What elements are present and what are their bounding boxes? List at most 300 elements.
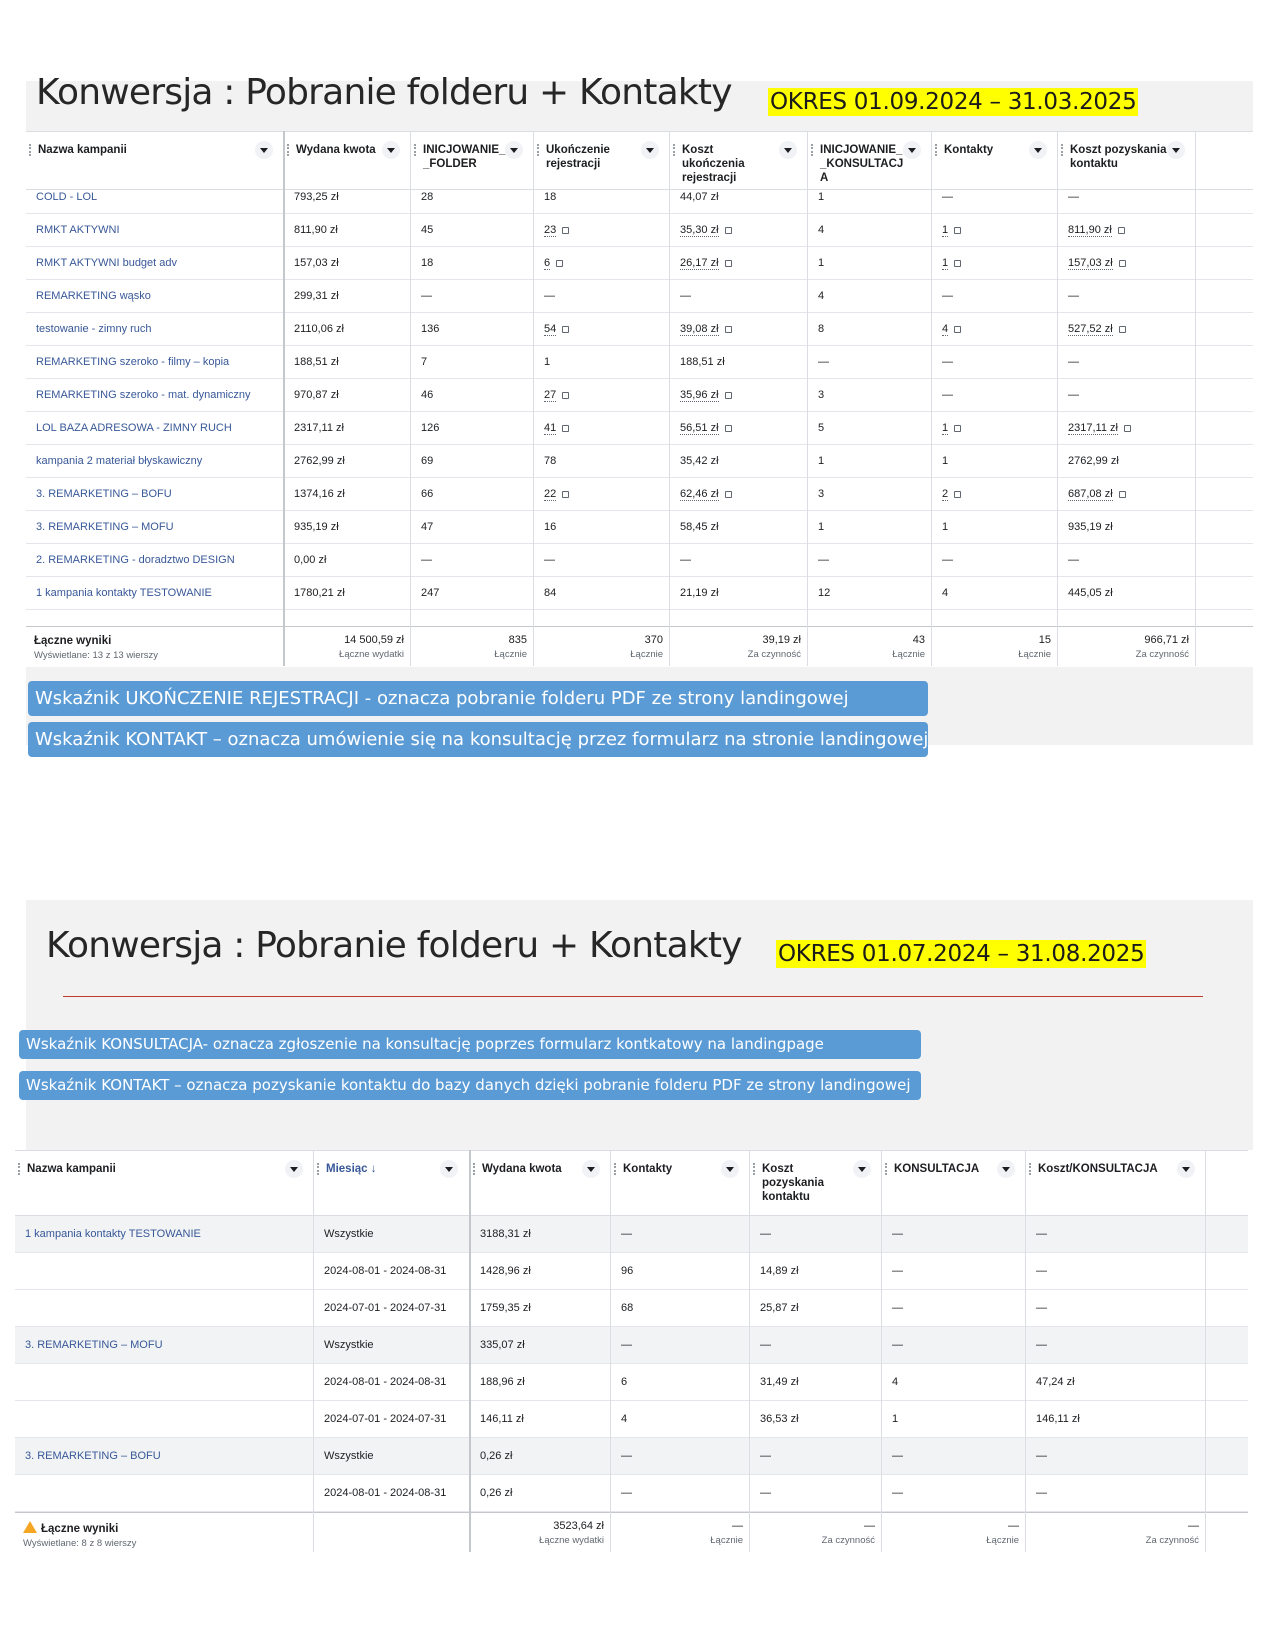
table-cell — [932, 577, 1057, 610]
total-value: 43 — [912, 634, 925, 646]
cell-value: — — [621, 1450, 632, 1462]
cell-value: — — [1036, 1265, 1047, 1277]
table-cell — [611, 1401, 749, 1438]
table-cell — [284, 181, 410, 214]
total-value: 15 — [1038, 634, 1051, 646]
cell-value: 35,96 zł — [680, 389, 719, 401]
attribution-info-icon[interactable] — [954, 227, 961, 234]
cell-value: 23 — [544, 224, 557, 236]
drag-handle-icon[interactable] — [1029, 1163, 1031, 1175]
cell-value: — — [621, 1339, 632, 1351]
cell-value: — — [760, 1228, 771, 1240]
cell-value: Wszystkie — [324, 1339, 374, 1351]
attribution-info-icon[interactable] — [954, 326, 961, 333]
table-cell — [670, 181, 807, 214]
table-cell — [1058, 214, 1195, 247]
column-divider[interactable] — [533, 131, 534, 666]
column-divider — [1195, 131, 1196, 666]
total-cell — [534, 627, 669, 660]
attribution-info-icon[interactable] — [562, 392, 569, 399]
table-row — [26, 412, 1253, 445]
table-row — [26, 379, 1253, 412]
table-cell — [470, 1253, 610, 1290]
table-cell — [808, 346, 931, 379]
table-cell — [882, 1475, 1025, 1512]
cell-value: 3 — [818, 389, 825, 401]
drag-handle-icon[interactable] — [1061, 144, 1063, 156]
table-cell — [670, 511, 807, 544]
campaign-name-link[interactable] — [15, 1216, 313, 1253]
cell-value: 1374,16 zł — [294, 488, 345, 500]
cell-value: 16 — [544, 521, 557, 533]
campaign-name-link[interactable] — [26, 511, 283, 544]
cell-value: 3. REMARKETING – BOFU — [25, 1450, 161, 1462]
table-row — [15, 1327, 1248, 1364]
table-cell — [932, 511, 1057, 544]
column-header-0[interactable] — [15, 1151, 313, 1217]
cell-value: 1 — [818, 191, 825, 203]
attribution-info-icon[interactable] — [556, 260, 563, 267]
table-row — [26, 214, 1253, 247]
sort-dropdown-icon[interactable] — [582, 1160, 600, 1178]
campaign-name-link[interactable] — [15, 1438, 313, 1475]
sort-dropdown-icon[interactable] — [641, 141, 659, 159]
table-cell — [411, 577, 533, 610]
cell-value: 62,46 zł — [680, 488, 719, 500]
table-cell — [882, 1290, 1025, 1327]
attribution-info-icon[interactable] — [562, 491, 569, 498]
cell-value: 6 — [621, 1376, 628, 1388]
total-caption: Za czynność — [1145, 1535, 1199, 1546]
table-row — [26, 478, 1253, 511]
cell-value: 46 — [421, 389, 434, 401]
column-divider[interactable] — [313, 1150, 314, 1552]
column-divider[interactable] — [1025, 1150, 1026, 1552]
cell-value: 335,07 zł — [480, 1339, 525, 1351]
attribution-info-icon[interactable] — [1119, 326, 1126, 333]
campaign-name-link[interactable] — [26, 280, 283, 313]
cell-value: 4 — [818, 290, 825, 302]
table-cell — [932, 544, 1057, 577]
drag-handle-icon[interactable] — [414, 144, 416, 156]
cell-value: — — [892, 1487, 903, 1499]
cell-value: 6 — [544, 257, 551, 269]
column-header-2[interactable] — [470, 1151, 610, 1217]
column-divider[interactable] — [610, 1150, 611, 1552]
cell-value: — — [892, 1265, 903, 1277]
table-cell — [534, 478, 669, 511]
table-cell — [284, 577, 410, 610]
table-row — [15, 1364, 1248, 1401]
attribution-info-icon[interactable] — [562, 227, 569, 234]
table-cell — [932, 214, 1057, 247]
campaign-name-link[interactable] — [15, 1327, 313, 1364]
cell-value: testowanie - zimny ruch — [36, 323, 152, 335]
total-caption: Łączne wydatki — [339, 649, 404, 660]
cell-value: — — [621, 1487, 632, 1499]
sort-dropdown-icon[interactable] — [903, 141, 921, 159]
campaign-name-link[interactable] — [26, 346, 283, 379]
column-header-label: Koszt pozyskania kontaktu — [1070, 144, 1167, 170]
cell-value: 2024-08-01 - 2024-08-31 — [324, 1487, 447, 1499]
total-cell — [284, 627, 410, 660]
table-row — [26, 181, 1253, 214]
page-title: Konwersja : Pobranie folderu + Kontakty — [36, 72, 732, 113]
column-header-3[interactable] — [611, 1151, 749, 1217]
campaign-name-link[interactable] — [26, 478, 283, 511]
table-row — [26, 445, 1253, 478]
table-cell — [284, 280, 410, 313]
table-cell — [1026, 1290, 1205, 1327]
cell-value: 970,87 zł — [294, 389, 339, 401]
sort-dropdown-icon[interactable] — [382, 141, 400, 159]
campaign-name-link[interactable] — [26, 544, 283, 577]
info-box-contact-2: Wskaźnik KONTAKT – oznacza pozyskanie kontaktu do bazy danych dzięki pobranie folderu PDF ze strony landingowej — [19, 1071, 921, 1100]
drag-handle-icon[interactable] — [537, 144, 539, 156]
drag-handle-icon[interactable] — [614, 1163, 616, 1175]
table-cell — [1058, 346, 1195, 379]
column-header-label: INICJOWANIE_ _KONSULTACJ A — [820, 144, 904, 184]
column-header-label: Wydana kwota — [296, 144, 376, 156]
table-cell — [1058, 280, 1195, 313]
table-cell — [808, 214, 931, 247]
total-value: — — [1188, 1520, 1199, 1532]
table-cell — [750, 1438, 881, 1475]
column-header-label: Nazwa kampanii — [27, 1163, 116, 1175]
cell-value: 0,26 zł — [480, 1487, 513, 1499]
table-row — [15, 1290, 1248, 1327]
cell-value: REMARKETING szeroko - mat. dynamiczny — [36, 389, 251, 401]
drag-handle-icon[interactable] — [473, 1163, 475, 1175]
table-cell — [470, 1364, 610, 1401]
table-cell — [670, 544, 807, 577]
total-value: 39,19 zł — [762, 634, 801, 646]
column-header-4[interactable] — [750, 1151, 881, 1217]
sort-dropdown-icon[interactable] — [285, 1160, 303, 1178]
table-cell — [882, 1438, 1025, 1475]
table-cell — [670, 478, 807, 511]
table-cell — [750, 1290, 881, 1327]
sort-dropdown-icon[interactable] — [853, 1160, 871, 1178]
total-value: 370 — [644, 634, 663, 646]
cell-value: 1 — [942, 224, 949, 236]
totals-title-text: Łączne wyniki — [34, 635, 112, 647]
cell-value: 1 — [942, 455, 949, 467]
column-divider[interactable] — [749, 1150, 750, 1552]
attribution-info-icon[interactable] — [725, 227, 732, 234]
sort-dropdown-icon[interactable] — [1177, 1160, 1195, 1178]
drag-handle-icon[interactable] — [317, 1163, 319, 1175]
attribution-info-icon[interactable] — [954, 425, 961, 432]
totals-label — [23, 1521, 136, 1549]
column-header-label: Wydana kwota — [482, 1163, 562, 1175]
cell-value: 78 — [544, 455, 557, 467]
table-cell — [932, 280, 1057, 313]
column-header-1[interactable] — [314, 1151, 468, 1217]
attribution-info-icon[interactable] — [1119, 260, 1126, 267]
cell-value: — — [544, 554, 555, 566]
cell-value: 687,08 zł — [1068, 488, 1113, 500]
sort-dropdown-icon[interactable] — [440, 1160, 458, 1178]
campaign-name-link[interactable] — [26, 577, 283, 610]
table-row — [15, 1253, 1248, 1290]
cell-value: LOL BAZA ADRESOWA - ZIMNY RUCH — [36, 422, 232, 434]
cell-value: 4 — [818, 224, 825, 236]
table-cell — [670, 280, 807, 313]
cell-value: 188,51 zł — [294, 356, 339, 368]
cell-value: 58,45 zł — [680, 521, 719, 533]
table-cell — [1058, 544, 1195, 577]
cell-value: 188,96 zł — [480, 1376, 525, 1388]
table-cell — [1058, 577, 1195, 610]
total-cell — [808, 627, 931, 660]
attribution-info-icon[interactable] — [954, 491, 961, 498]
cell-value: 2024-07-01 - 2024-07-31 — [324, 1302, 447, 1314]
cell-value: 3. REMARKETING – MOFU — [25, 1339, 163, 1351]
sort-dropdown-icon[interactable] — [779, 141, 797, 159]
table-cell — [1026, 1327, 1205, 1364]
table-cell — [1058, 478, 1195, 511]
drag-handle-icon[interactable] — [673, 144, 675, 156]
drag-handle-icon[interactable] — [935, 144, 937, 156]
cell-value: 3 — [818, 488, 825, 500]
cell-value: 47 — [421, 521, 434, 533]
campaign-name-link[interactable] — [26, 412, 283, 445]
table-cell — [284, 511, 410, 544]
total-value: — — [1008, 1520, 1019, 1532]
sort-dropdown-icon[interactable] — [1167, 141, 1185, 159]
cell-value: 8 — [818, 323, 825, 335]
cell-value: 2762,99 zł — [294, 455, 345, 467]
period-label: OKRES 01.09.2024 – 31.03.2025 — [770, 89, 1137, 115]
sort-dropdown-icon[interactable] — [255, 141, 273, 159]
table-cell — [411, 445, 533, 478]
table-cell — [882, 1364, 1025, 1401]
cell-value: 146,11 zł — [480, 1413, 524, 1425]
cell-value: 2 — [942, 488, 949, 500]
table-cell — [314, 1438, 468, 1475]
column-header-label: INICJOWANIE_ _FOLDER — [423, 144, 506, 170]
table-cell — [411, 214, 533, 247]
table-cell — [284, 247, 410, 280]
table-cell — [411, 247, 533, 280]
column-divider[interactable] — [881, 1150, 882, 1552]
cell-value: 1 — [942, 257, 949, 269]
table-row — [15, 1475, 1248, 1512]
sort-dropdown-icon[interactable] — [997, 1160, 1015, 1178]
total-caption: Łącznie — [1018, 649, 1051, 660]
table-cell — [411, 181, 533, 214]
table-cell — [470, 1438, 610, 1475]
cell-value: 35,42 zł — [680, 455, 719, 467]
cell-value: — — [1036, 1228, 1047, 1240]
column-divider[interactable] — [410, 131, 411, 666]
column-divider[interactable] — [283, 131, 285, 666]
table-cell — [534, 214, 669, 247]
total-caption: Za czynność — [1135, 649, 1189, 660]
campaign-name-link[interactable] — [26, 214, 283, 247]
cell-value: 157,03 zł — [294, 257, 339, 269]
cell-value: 12 — [818, 587, 831, 599]
campaign-name-link[interactable] — [26, 379, 283, 412]
cell-value: — — [1068, 389, 1079, 401]
table-cell — [284, 445, 410, 478]
cell-value: 188,51 zł — [680, 356, 725, 368]
column-header-label: Kontakty — [623, 1163, 673, 1175]
attribution-info-icon[interactable] — [725, 260, 732, 267]
table-cell — [1026, 1401, 1205, 1438]
cell-value: 527,52 zł — [1068, 323, 1113, 335]
cell-value: 2762,99 zł — [1068, 455, 1119, 467]
cell-value: 1 — [818, 521, 825, 533]
drag-handle-icon[interactable] — [29, 144, 31, 156]
campaign-name-link[interactable] — [26, 445, 283, 478]
drag-handle-icon[interactable] — [885, 1163, 887, 1175]
sort-dropdown-icon[interactable] — [721, 1160, 739, 1178]
total-caption: Łącznie — [986, 1535, 1019, 1546]
attribution-info-icon[interactable] — [562, 326, 569, 333]
table-cell — [808, 412, 931, 445]
table-row — [26, 247, 1253, 280]
attribution-info-icon[interactable] — [725, 425, 732, 432]
attribution-info-icon[interactable] — [725, 491, 732, 498]
cell-value: COLD - LOL — [36, 191, 98, 203]
campaign-name-link[interactable] — [26, 181, 283, 214]
total-value: 14 500,59 zł — [344, 634, 404, 646]
table-cell — [932, 478, 1057, 511]
table-cell — [411, 346, 533, 379]
cell-value: 2024-07-01 - 2024-07-31 — [324, 1413, 447, 1425]
cell-value: 25,87 zł — [760, 1302, 799, 1314]
column-header-5[interactable] — [882, 1151, 1025, 1217]
table-cell — [750, 1253, 881, 1290]
table-cell — [808, 577, 931, 610]
total-cell — [411, 627, 533, 660]
table-cell — [670, 445, 807, 478]
attribution-info-icon[interactable] — [562, 425, 569, 432]
cell-value: 1 — [892, 1413, 899, 1425]
table-cell — [808, 511, 931, 544]
table-cell — [534, 313, 669, 346]
table-cell — [1058, 313, 1195, 346]
table-cell — [808, 445, 931, 478]
cell-value: 247 — [421, 587, 440, 599]
total-caption: Łącznie — [710, 1535, 743, 1546]
column-divider — [1205, 1150, 1206, 1552]
table-cell — [882, 1216, 1025, 1253]
totals-row — [26, 626, 1253, 666]
campaign-name-link[interactable] — [26, 247, 283, 280]
column-header-6[interactable] — [1026, 1151, 1205, 1217]
cell-value: 41 — [544, 422, 557, 434]
drag-handle-icon[interactable] — [811, 144, 813, 156]
cell-value: 5 — [818, 422, 825, 434]
column-header-label: Nazwa kampanii — [38, 144, 127, 156]
table-row — [15, 1438, 1248, 1475]
cell-value: 56,51 zł — [680, 422, 719, 434]
table-cell — [611, 1290, 749, 1327]
table-cell — [534, 412, 669, 445]
total-value: 966,71 zł — [1144, 634, 1189, 646]
cell-value: kampania 2 materiał błyskawiczny — [36, 455, 203, 467]
table-cell — [670, 412, 807, 445]
total-value: 835 — [508, 634, 527, 646]
cell-value: 3. REMARKETING – MOFU — [36, 521, 174, 533]
cell-value: — — [421, 290, 432, 302]
sort-dropdown-icon[interactable] — [1029, 141, 1047, 159]
table-row — [26, 346, 1253, 379]
cell-value: 27 — [544, 389, 557, 401]
table-cell — [284, 214, 410, 247]
attribution-info-icon[interactable] — [725, 392, 732, 399]
attribution-info-icon[interactable] — [954, 260, 961, 267]
cell-value: — — [680, 554, 691, 566]
cell-value: 3188,31 zł — [480, 1228, 531, 1240]
column-divider[interactable] — [931, 131, 932, 666]
column-divider[interactable] — [807, 131, 808, 666]
table-cell — [932, 379, 1057, 412]
divider-line — [63, 996, 1203, 997]
drag-handle-icon[interactable] — [753, 1163, 755, 1175]
cell-value: 2024-08-01 - 2024-08-31 — [324, 1376, 447, 1388]
attribution-info-icon[interactable] — [725, 326, 732, 333]
table-cell — [882, 1253, 1025, 1290]
total-cell — [611, 1513, 749, 1546]
cell-value: — — [760, 1487, 771, 1499]
column-divider[interactable] — [669, 131, 670, 666]
table-cell — [808, 280, 931, 313]
campaign-name-link[interactable] — [26, 313, 283, 346]
cell-value: REMARKETING wąsko — [36, 290, 151, 302]
warning-icon — [23, 1521, 37, 1533]
cell-value: 26,17 zł — [680, 257, 719, 269]
sort-dropdown-icon[interactable] — [505, 141, 523, 159]
table-cell — [284, 379, 410, 412]
column-header-label: KONSULTACJA — [894, 1163, 980, 1175]
table-cell — [750, 1475, 881, 1512]
drag-handle-icon[interactable] — [18, 1163, 20, 1175]
column-divider[interactable] — [469, 1150, 471, 1552]
cell-value: — — [942, 554, 953, 566]
table-row — [26, 280, 1253, 313]
totals-label — [34, 635, 158, 661]
table-cell — [284, 313, 410, 346]
info-box-consultation: Wskaźnik KONSULTACJA- oznacza zgłoszenie na konsultację poprzes formularz kontkatowy na landingpage — [19, 1030, 921, 1059]
attribution-info-icon[interactable] — [1124, 425, 1131, 432]
table-cell — [1058, 247, 1195, 280]
table-cell — [411, 313, 533, 346]
table-cell — [670, 346, 807, 379]
attribution-info-icon[interactable] — [1118, 227, 1125, 234]
drag-handle-icon[interactable] — [287, 144, 289, 156]
column-divider[interactable] — [1057, 131, 1058, 666]
total-caption: Łącznie — [630, 649, 663, 660]
cell-value: 0,26 zł — [480, 1450, 513, 1462]
table-cell — [314, 1401, 468, 1438]
attribution-info-icon[interactable] — [1119, 491, 1126, 498]
table-cell — [611, 1327, 749, 1364]
cell-value: 793,25 zł — [294, 191, 339, 203]
cell-value: 1 kampania kontakty TESTOWANIE — [25, 1228, 201, 1240]
table-cell — [1026, 1216, 1205, 1253]
table-cell — [534, 445, 669, 478]
table-header-2 — [15, 1150, 1248, 1216]
cell-value: 45 — [421, 224, 434, 236]
table-cell — [1058, 445, 1195, 478]
table-cell — [534, 346, 669, 379]
cell-value: — — [544, 290, 555, 302]
total-caption: Łącznie — [892, 649, 925, 660]
